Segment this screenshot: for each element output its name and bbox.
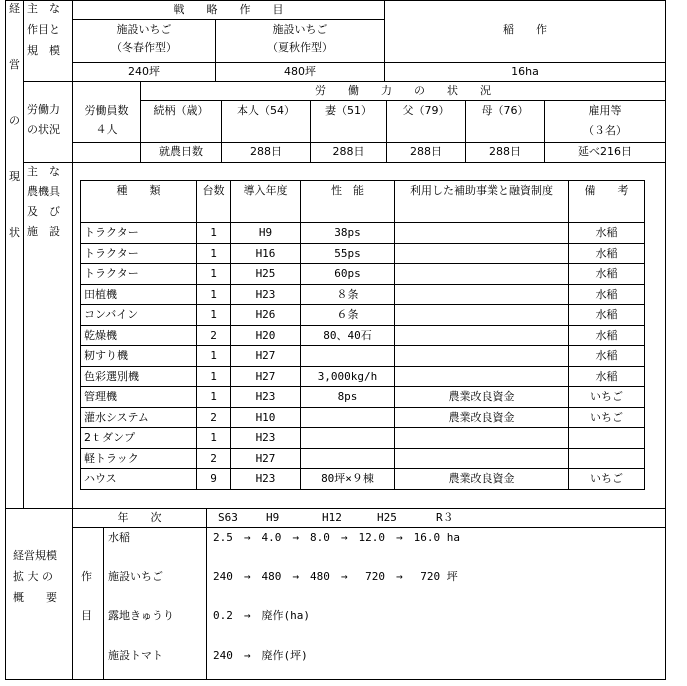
expansion-values-strawberry: 240 → 480 → 480 → 720 → 720 坪 xyxy=(213,570,458,583)
machine-count: 1 xyxy=(210,370,217,383)
machine-subsidy: 農業改良資金 xyxy=(448,472,515,485)
table-rule xyxy=(80,468,645,469)
machine-type: 乾燥機 xyxy=(84,329,117,342)
labor-header: 労 働 力 の 状 況 xyxy=(315,84,491,97)
machine-year: H26 xyxy=(255,308,276,321)
machine-year: H27 xyxy=(255,370,276,383)
scale-strawberry-spring: 240坪 xyxy=(128,65,160,78)
table-rule xyxy=(80,180,81,490)
machine-remarks: 水稲 xyxy=(595,349,618,362)
machine-type: コンバイン xyxy=(84,308,139,321)
year-r3: R３ xyxy=(436,511,454,524)
member-employees: 雇用等 xyxy=(588,104,622,117)
member-mother: 母（76） xyxy=(481,104,529,117)
machine-subsidy: 農業改良資金 xyxy=(448,390,515,403)
machine-remarks: いちご xyxy=(590,411,623,424)
header-type: 種 類 xyxy=(116,184,161,197)
machine-count: 1 xyxy=(210,349,217,362)
strawberry-summer-type: （夏秋作型） xyxy=(267,41,333,54)
machine-count: 1 xyxy=(210,226,217,239)
machine-type: 灌水システム xyxy=(84,411,149,424)
machine-type: ハウス xyxy=(84,472,117,485)
machine-count: 1 xyxy=(210,267,217,280)
year-h12: H12 xyxy=(322,511,342,524)
strawberry-summer-name: 施設いちご xyxy=(272,23,328,36)
header-subsidy: 利用した補助事業と融資制度 xyxy=(410,184,553,197)
year-h25: H25 xyxy=(377,511,397,524)
machine-remarks: 水稲 xyxy=(595,288,618,301)
machine-type: トラクター xyxy=(84,267,139,280)
machine-performance: 8ps xyxy=(337,390,358,403)
days-father: 288日 xyxy=(410,145,442,158)
member-employees-count: （３名） xyxy=(583,124,627,137)
machine-remarks: いちご xyxy=(590,390,623,403)
member-father: 父（79） xyxy=(402,104,450,117)
machine-remarks: 水稲 xyxy=(595,308,618,321)
expansion-values-rice: 2.5 → 4.0 → 8.0 → 12.0 → 16.0 ha xyxy=(213,531,460,544)
machine-performance: 38ps xyxy=(334,226,361,239)
table-rule xyxy=(80,180,645,181)
table-rule xyxy=(80,489,645,490)
machine-year: H23 xyxy=(255,288,276,301)
machine-performance: 55ps xyxy=(334,247,361,260)
farming-days-label: 就農日数 xyxy=(159,145,203,158)
section-label-current-status: 経 営 の 現 状 xyxy=(9,2,20,239)
year-s63: S63 xyxy=(218,511,238,524)
relation-age-label: 続柄（歳） xyxy=(153,104,209,117)
machine-performance: 80、40石 xyxy=(323,329,372,342)
table-rule xyxy=(80,386,645,387)
year-label: 年 次 xyxy=(117,511,162,524)
table-rule xyxy=(80,366,645,367)
machine-count: 1 xyxy=(210,288,217,301)
machine-performance: 3,000kg/h xyxy=(317,370,378,383)
days-wife: 288日 xyxy=(332,145,365,158)
table-rule xyxy=(80,284,645,285)
table-rule xyxy=(80,243,645,244)
header-year: 導入年度 xyxy=(243,184,288,197)
machine-remarks: 水稲 xyxy=(595,370,618,383)
scale-rice: 16ha xyxy=(511,65,539,78)
machine-type: 軽トラック xyxy=(84,452,139,465)
header-count: 台数 xyxy=(202,184,225,197)
machine-type: 2ｔダンプ xyxy=(84,431,136,444)
table-rule xyxy=(644,180,645,490)
header-remarks: 備 考 xyxy=(584,184,629,197)
machine-year: H27 xyxy=(255,452,276,465)
machine-year: H23 xyxy=(255,472,276,485)
crop-label-2: 目 xyxy=(81,609,92,622)
machine-type: 色彩選別機 xyxy=(84,370,139,383)
machine-year: H9 xyxy=(258,226,273,239)
member-wife: 妻（51） xyxy=(325,104,372,117)
year-h9: H9 xyxy=(266,511,280,524)
machine-year: H25 xyxy=(255,267,276,280)
machine-count: 1 xyxy=(210,431,217,444)
machine-remarks: 水稲 xyxy=(595,329,618,342)
rice-crop-name: 稲 作 xyxy=(503,23,547,36)
days-mother: 288日 xyxy=(489,145,521,158)
machine-remarks: 水稲 xyxy=(595,226,618,239)
machine-year: H23 xyxy=(255,431,276,444)
machine-type: トラクター xyxy=(84,226,139,239)
machine-remarks: 水稲 xyxy=(595,267,618,280)
machine-count: 1 xyxy=(210,308,217,321)
table-rule xyxy=(80,263,645,264)
strategy-crops-header: 戦 略 作 目 xyxy=(173,3,284,16)
machine-remarks: いちご xyxy=(590,472,623,485)
machine-year: H23 xyxy=(255,390,276,403)
machine-count: 2 xyxy=(210,411,217,424)
machine-count: 9 xyxy=(210,472,217,485)
machine-remarks: 水稲 xyxy=(595,247,618,260)
machine-year: H20 xyxy=(255,329,276,342)
labor-count-label: 労働員数 xyxy=(84,104,129,117)
machine-type: 管理機 xyxy=(84,390,117,403)
expansion-item-rice: 水稲 xyxy=(108,531,130,544)
expansion-values-tomato: 240 → 廃作(坪) xyxy=(213,649,308,662)
expansion-item-strawberry: 施設いちご xyxy=(108,570,163,583)
table-rule xyxy=(80,427,645,428)
machine-performance: 80坪×９棟 xyxy=(321,472,374,485)
crop-label-1: 作 xyxy=(81,570,92,583)
table-rule xyxy=(394,180,395,490)
machine-performance: ６条 xyxy=(336,308,359,321)
expansion-values-cucumber: 0.2 → 廃作(ha) xyxy=(213,609,310,622)
strawberry-spring-name: 施設いちご xyxy=(116,23,172,36)
expansion-item-tomato: 施設トマト xyxy=(108,649,163,662)
days-self: 288日 xyxy=(250,145,282,158)
days-employees: 延べ216日 xyxy=(578,145,632,158)
scale-strawberry-summer: 480坪 xyxy=(284,65,316,78)
machine-count: 2 xyxy=(210,452,217,465)
labor-count-value: ４人 xyxy=(95,123,118,136)
table-rule xyxy=(80,304,645,305)
machine-performance: ８条 xyxy=(336,288,359,301)
machine-year: H16 xyxy=(255,247,276,260)
machine-type: トラクター xyxy=(84,247,139,260)
table-rule xyxy=(80,325,645,326)
machine-count: 1 xyxy=(210,247,217,260)
machine-count: 2 xyxy=(210,329,217,342)
table-rule xyxy=(80,407,645,408)
machine-count: 1 xyxy=(210,390,217,403)
member-self: 本人（54） xyxy=(237,104,295,117)
table-rule xyxy=(80,448,645,449)
machine-subsidy: 農業改良資金 xyxy=(448,411,515,424)
strawberry-spring-type: （冬春作型） xyxy=(111,41,177,54)
expansion-item-cucumber: 露地きゅうり xyxy=(108,609,174,622)
machine-type: 籾すり機 xyxy=(84,349,128,362)
machine-year: H10 xyxy=(255,411,276,424)
machine-year: H27 xyxy=(255,349,276,362)
machine-performance: 60ps xyxy=(334,267,361,280)
machine-type: 田植機 xyxy=(84,288,117,301)
header-performance: 性 能 xyxy=(331,184,364,197)
table-rule xyxy=(80,345,645,346)
table-rule xyxy=(80,222,645,223)
